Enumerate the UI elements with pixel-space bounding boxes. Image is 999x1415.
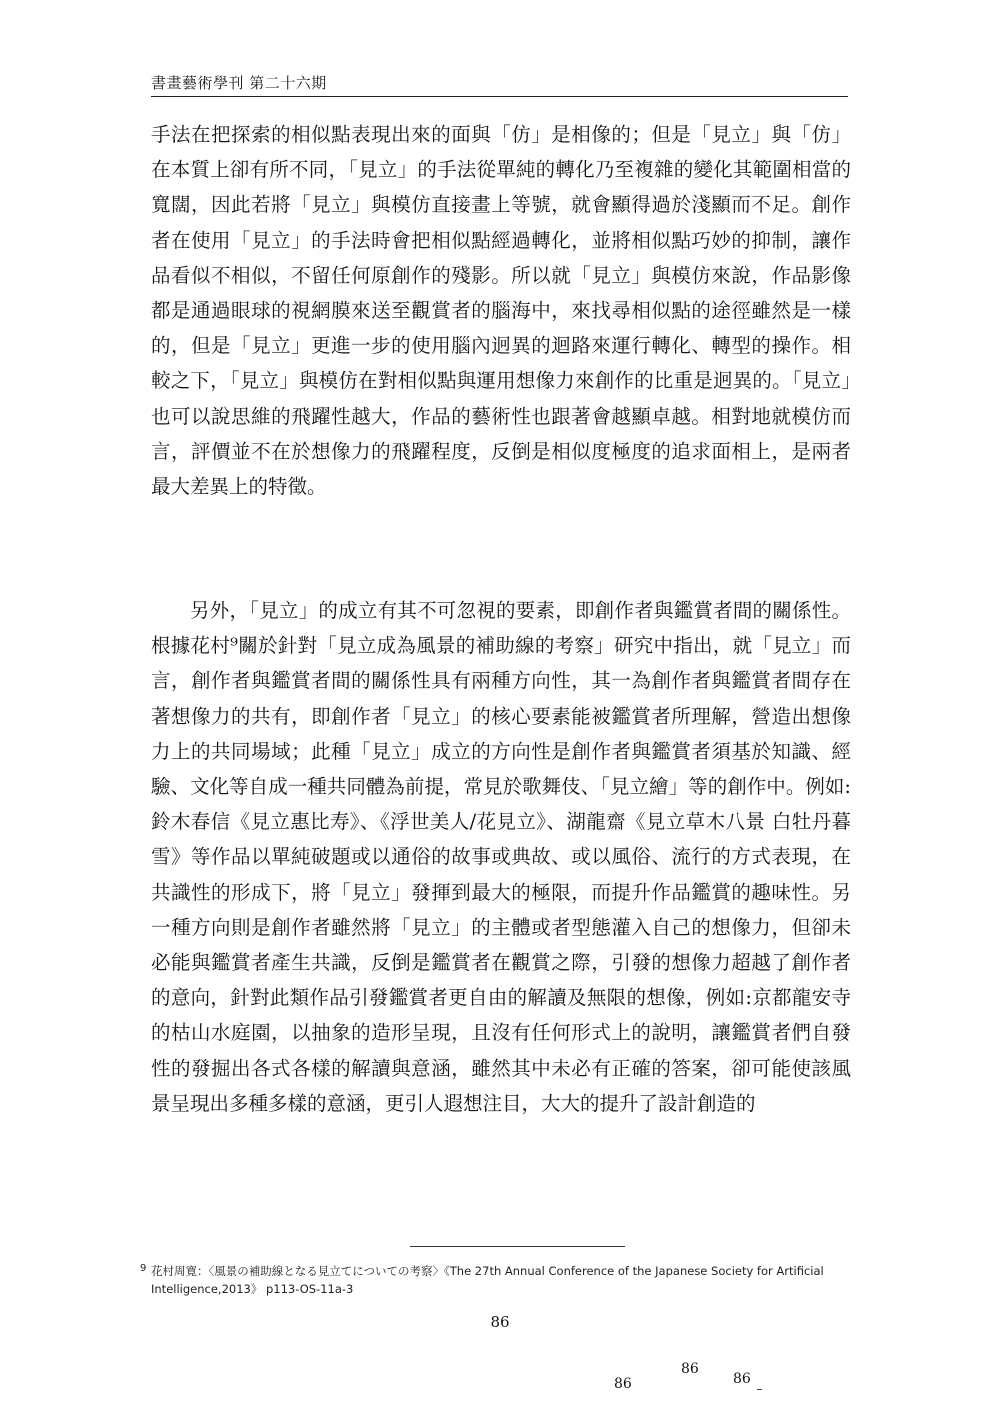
footnote bbox=[140, 1262, 841, 1298]
page-stamp-3: 86 bbox=[733, 1371, 751, 1387]
body-paragraph-1: 手法在把探索的相似點表現出來的面與「仿」是相像的；但是「見立」與「仿」在本質上卻有所不同，「見立」的手法從單純的轉化乃至複雜的變化其範圍相當的寬闊，因此若將「見立」與模仿直接畫上等號，就會顯得過於淺顯而不足。創作者在使用「見立」的手法時會把相似點經過轉化，並將相似點巧妙的抑制，讓作品看似不相似，不留任何原創作的殘影。所以就「見立」與模仿來說，作品影像都是通過眼球的視網膜來送至觀賞者的腦海中，來找尋相似點的途徑雖然是一樣的，但是「見立」更進一步的使用腦內迥異的迴路來運行轉化、轉型的操作。相較之下，「見立」與模仿在對相似點與運用想像力來創作的比重是迥異的。「見立」也可以說思維的飛躍性越大，作品的藝術性也跟著會越顯卓越。相對地就模仿而言，評價並不在於想像力的飛躍程度，反倒是相似度極度的追求面相上，是兩者最大差異上的特徵。 bbox=[151, 123, 851, 499]
stamp-tick-mark bbox=[757, 1389, 762, 1390]
page-number: 86 bbox=[490, 1313, 510, 1331]
footnote-text: 花村周寛：〈風景の補助線となる見立てについての考察〉《The 27th Annual Conference of the Japanese Society for Artificial Intelligence,2013》 p113-OS-11a-3 bbox=[151, 1264, 824, 1296]
footnote-marker: 9 bbox=[140, 1263, 147, 1274]
footnote-divider bbox=[410, 1246, 625, 1247]
page-stamp-2: 86 bbox=[681, 1361, 699, 1377]
page-stamp-1: 86 bbox=[614, 1376, 632, 1392]
running-header bbox=[151, 72, 848, 97]
body-paragraph-2: 另外，「見立」的成立有其不可忽視的要素，即創作者與鑑賞者間的關係性。根據花村⁹關於針對「見立成為風景的補助線的考察」研究中指出，就「見立」而言，創作者與鑑賞者間的關係性具有兩種方向性，其一為創作者與鑑賞者間存在著想像力的共有，即創作者「見立」的核心要素能被鑑賞者所理解，營造出想像力上的共同場域；此種「見立」成立的方向性是創作者與鑑賞者須基於知識、經驗、文化等自成一種共同體為前提，常見於歌舞伎、「見立繪」等的創作中。例如:鈴木春信《見立惠比寿》、《浮世美人/花見立》、湖龍齋《見立草木八景 白牡丹暮雪》等作品以單純破題或以通俗的故事或典故、或以風俗、流行的方式表現，在共識性的形成下，將「見立」發揮到最大的極限，而提升作品鑑賞的趣味性。另一種方向則是創作者雖然將「見立」的主體或者型態灌入自己的想像力，但卻未必能與鑑賞者產生共識，反倒是鑑賞者在觀賞之際，引發的想像力超越了創作者的意向，針對此類作品引發鑑賞者更自由的解讀及無限的想像，例如:京都龍安寺的枯山水庭園，以抽象的造形呈現，且沒有任何形式上的說明，讓鑑賞者們自發性的發掘出各式各樣的解讀與意涵，雖然其中未必有正確的答案，卻可能使該風景呈現出多種多樣的意涵，更引人遐想注目，大大的提升了設計創造的 bbox=[151, 599, 851, 1115]
journal-title: 書畫藝術學刊 第二十六期 bbox=[151, 74, 327, 92]
